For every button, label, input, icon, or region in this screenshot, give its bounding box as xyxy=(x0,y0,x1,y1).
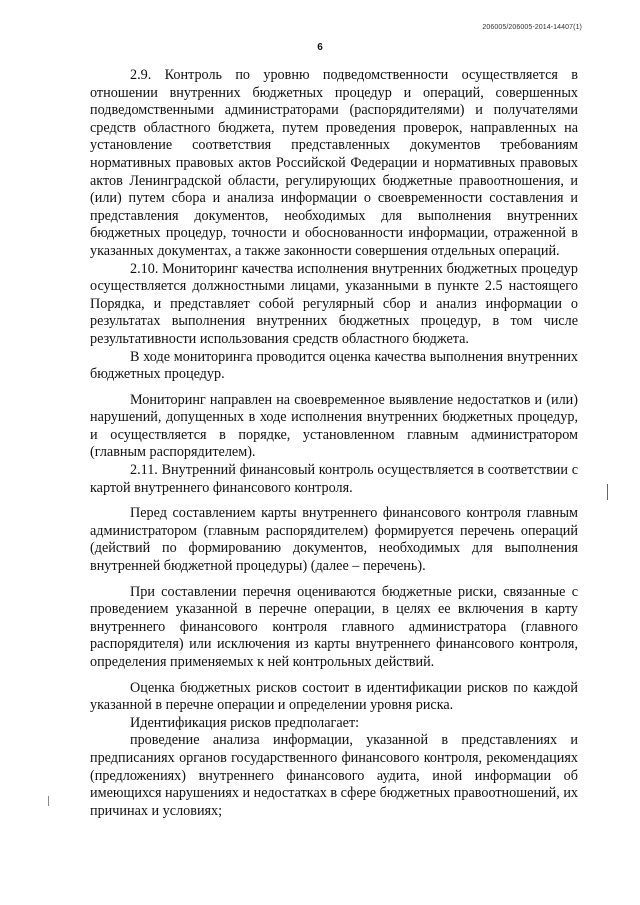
scan-mark xyxy=(48,796,49,806)
margin-mark xyxy=(607,484,608,500)
paragraph-analysis: проведение анализа информации, указанной в представлениях и предписаниях органов государственного финансового контроля, рекомендациях (предложениях) внутреннего финансового аудита, иной информации об имеющихся нарушениях и недостатках в сфере бюджетных правоотношений, их причинах и условиях; xyxy=(90,732,579,819)
document-body xyxy=(90,67,578,820)
paragraph-2-9: 2.9. Контроль по уровню подведомственности осуществляется в отношении внутренних бюджетных процедур и операций, совершенных подведомственными администраторами (распорядителями) и получателями средств областного бюджета, путем проведения проверок, направленных на установление соответствия представленных документов требованиям нормативных правовых актов Российской Федерации и нормативных правовых актов Ленинградской области, регулирующих бюджетные правоотношения, и (или) путем сбора и анализа информации о своевременности составления и представления документов, необходимых для выполнения внутренних бюджетных процедур, точности и обоснованности информации, отраженной в указанных документах, а также законности совершения отдельных операций. xyxy=(90,67,578,259)
paragraph-risk-evaluation: При составлении перечня оцениваются бюджетные риски, связанные с проведением указанной в перечне операции, в целях ее включения в карту внутреннего финансового контроля главного администратора (главного распорядителя) или исключения из карты внутреннего финансового контроля, определения применяемых к ней контрольных действий. xyxy=(90,583,578,670)
paragraph-2-10: 2.10. Мониторинг качества исполнения внутренних бюджетных процедур осуществляется должностными лицами, указанными в пункте 2.5 настоящего Порядка, и представляет собой регулярный сбор и анализ информации о результатах выполнения внутренних бюджетных процедур, в том числе результативности использования средств областного бюджета. xyxy=(90,260,578,347)
paragraph-risk-identification: Идентификация рисков предполагает: xyxy=(130,714,360,731)
paragraph-gap xyxy=(90,384,578,392)
paragraph-gap xyxy=(90,672,578,680)
paragraph-gap xyxy=(90,576,578,584)
paragraph-monitoring-assessment: В ходе мониторинга проводится оценка качества выполнения внутренних бюджетных процедур. xyxy=(90,348,578,383)
paragraph-risk-assessment: Оценка бюджетных рисков состоит в идентификации рисков по каждой указанной в перечне операции и определении уровня риска. xyxy=(90,679,578,714)
paragraph-control-map: Перед составлением карты внутреннего финансового контроля главным администратором (главным распорядителем) формируется перечень операций (действий по формированию документов, необходимых для выполнения внутренней бюджетной процедуры) (далее – перечень). xyxy=(90,505,578,575)
paragraph-monitoring-purpose: Мониторинг направлен на своевременное выявление недостатков и (или) нарушений, допущенных в ходе исполнения внутренних бюджетных процедур, и осуществляется в порядке, установленном главным администратором (главным распорядителем). xyxy=(90,391,578,461)
paragraph-gap xyxy=(90,497,578,505)
document-id: 206005/206005-2014-14407(1) xyxy=(482,24,582,31)
page-number: 6 xyxy=(317,42,323,53)
paragraph-2-11: 2.11. Внутренний финансовый контроль осуществляется в соответствии с картой внутреннего финансового контроля. xyxy=(90,462,578,496)
